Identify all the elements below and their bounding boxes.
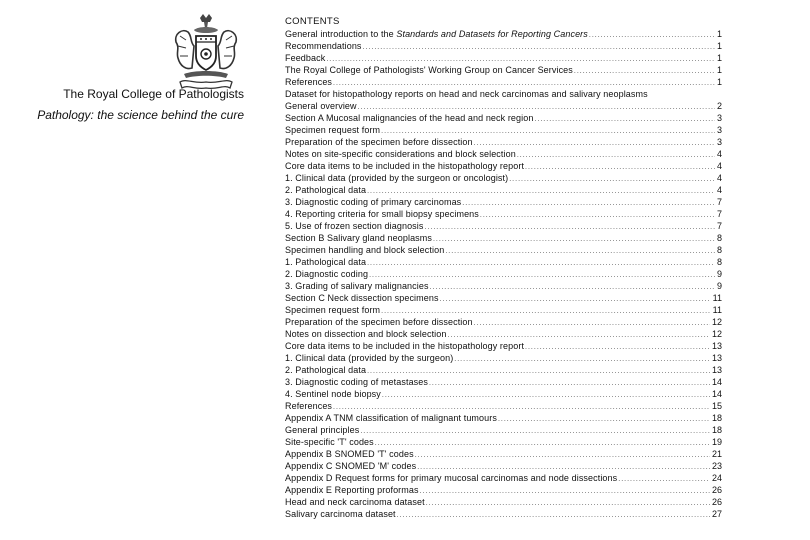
dot-leader <box>474 318 710 330</box>
toc-entry <box>285 424 722 436</box>
toc-page-number: 18 <box>711 413 722 423</box>
toc-entry <box>285 256 722 268</box>
toc-page-number: 8 <box>716 245 722 255</box>
toc-entry <box>285 508 722 520</box>
toc-entry-text: 2. Pathological data <box>285 185 367 195</box>
toc-page-number: 11 <box>712 305 722 315</box>
toc-entry <box>285 28 722 40</box>
toc-entry <box>285 280 722 292</box>
toc-entry-text: 1. Clinical data (provided by the surgeon) <box>285 353 454 363</box>
toc-entry <box>285 484 722 496</box>
toc-entry <box>285 304 722 316</box>
college-crest-icon <box>170 12 242 94</box>
dot-leader <box>430 282 715 294</box>
toc-entry <box>285 112 722 124</box>
dot-leader <box>375 438 710 450</box>
dot-leader <box>462 198 715 210</box>
toc-page-number: 13 <box>711 365 722 375</box>
toc-entry-title <box>285 184 367 196</box>
toc-page-number: 1 <box>716 29 722 39</box>
toc-entry-text: 2. Diagnostic coding <box>285 269 369 279</box>
toc-entry-title <box>285 448 415 460</box>
toc-entry-text: Notes on dissection and block selection <box>285 329 447 339</box>
toc-page-number: 1 <box>716 77 722 87</box>
toc-entry-text: References <box>285 77 333 87</box>
toc-page-number: 26 <box>711 497 722 507</box>
toc-entry-text: Appendix C SNOMED 'M' codes <box>285 461 417 471</box>
toc-entry-text: Section C Neck dissection specimens <box>285 293 439 303</box>
toc-entry-text: Salivary carcinoma dataset <box>285 509 396 519</box>
toc-page-number: 26 <box>711 485 722 495</box>
toc-entry-text: Feedback <box>285 53 326 63</box>
toc-entry-title <box>285 352 454 364</box>
dot-leader <box>618 474 710 486</box>
toc-entry-text: General introduction to the <box>285 29 397 39</box>
dot-leader <box>420 486 710 498</box>
toc-entry-text: Appendix A TNM classification of malignant tumours <box>285 413 497 423</box>
toc-entry-title <box>285 40 363 52</box>
toc-entry-title <box>285 76 333 88</box>
toc-entry <box>285 436 722 448</box>
toc-entry <box>285 268 722 280</box>
toc-entry-title <box>285 208 480 220</box>
org-name: The Royal College of Pathologists <box>63 87 244 101</box>
toc-entry-text: Section B Salivary gland neoplasms <box>285 233 432 243</box>
dot-leader <box>517 150 715 162</box>
dot-leader <box>445 246 715 258</box>
toc-entry <box>285 136 722 148</box>
toc-page-number: 2 <box>716 101 722 111</box>
toc-entry-title <box>285 124 381 136</box>
toc-page-number: 8 <box>716 233 722 243</box>
dot-leader <box>382 390 710 402</box>
toc-entry-text: Site-specific 'T' codes <box>285 437 374 447</box>
toc-page-number: 13 <box>711 341 722 351</box>
toc-entry <box>285 340 722 352</box>
toc-entry-text: 5. Use of frozen section diagnosis <box>285 221 424 231</box>
toc-entry-text: 1. Pathological data <box>285 257 367 267</box>
toc-entry-text: General overview <box>285 101 357 111</box>
toc-page-number: 3 <box>716 137 722 147</box>
toc-entry <box>285 400 722 412</box>
toc-entry-text: The Royal College of Pathologists' Working Group on Cancer Services <box>285 65 573 75</box>
toc-list <box>285 28 722 520</box>
contents-heading: CONTENTS <box>285 16 340 27</box>
toc-entry-text: Appendix D Request forms for primary mucosal carcinomas and node dissections <box>285 473 618 483</box>
toc-entry-text: Appendix E Reporting proformas <box>285 485 419 495</box>
toc-entry-title <box>285 28 589 40</box>
dot-leader <box>480 210 715 222</box>
toc-entry <box>285 364 722 376</box>
toc-entry-title <box>285 244 445 256</box>
toc-page-number: 4 <box>716 185 722 195</box>
dot-leader <box>534 114 715 126</box>
toc-entry-title <box>285 52 326 64</box>
dot-leader <box>360 426 710 438</box>
toc-page-number: 7 <box>716 209 722 219</box>
toc-page-number: 14 <box>711 389 722 399</box>
toc-page-number: 1 <box>716 41 722 51</box>
toc-page-number: 18 <box>711 425 722 435</box>
toc-page-number: 1 <box>716 65 722 75</box>
dot-leader <box>509 174 715 186</box>
dot-leader <box>574 66 715 78</box>
toc-entry-title <box>285 304 381 316</box>
toc-entry-text: Specimen request form <box>285 125 381 135</box>
toc-entry <box>285 460 722 472</box>
dot-leader <box>363 42 715 54</box>
toc-entry-text: 4. Sentinel node biopsy <box>285 389 381 399</box>
toc-entry <box>285 328 722 340</box>
toc-entry-title <box>285 316 474 328</box>
toc-entry-text: Recommendations <box>285 41 362 51</box>
dot-leader <box>415 450 710 462</box>
toc-page-number: 7 <box>716 197 722 207</box>
toc-entry-text: Core data items to be included in the histopathology report <box>285 161 525 171</box>
table-of-contents <box>285 16 722 520</box>
dot-leader <box>589 30 715 42</box>
toc-entry <box>285 412 722 424</box>
toc-entry-title <box>285 232 433 244</box>
toc-entry-text: Preparation of the specimen before dissection <box>285 137 473 147</box>
toc-entry <box>285 220 722 232</box>
toc-page-number: 4 <box>716 161 722 171</box>
toc-entry-title <box>285 364 367 376</box>
toc-entry <box>285 352 722 364</box>
toc-entry-text: Specimen request form <box>285 305 381 315</box>
toc-entry-title <box>285 328 448 340</box>
toc-page-number: 12 <box>711 329 722 339</box>
dot-leader <box>367 258 715 270</box>
toc-entry <box>285 124 722 136</box>
toc-entry <box>285 316 722 328</box>
toc-page-number: 12 <box>711 317 722 327</box>
toc-entry-emphasis: Standards and Datasets for Reporting Cancers <box>396 29 588 39</box>
tagline: Pathology: the science behind the cure <box>37 108 244 122</box>
toc-entry-text: Specimen handling and block selection <box>285 245 445 255</box>
toc-entry-title <box>285 136 474 148</box>
dot-leader <box>454 354 710 366</box>
toc-page-number: 4 <box>716 149 722 159</box>
toc-entry <box>285 40 722 52</box>
toc-page-number: 13 <box>711 353 722 363</box>
dot-leader <box>424 222 715 234</box>
toc-page-number: 21 <box>711 449 722 459</box>
toc-entry <box>285 184 722 196</box>
toc-entry-title <box>285 112 534 124</box>
toc-page-number: 27 <box>711 509 722 519</box>
toc-entry-title <box>285 376 429 388</box>
toc-entry-text: Dataset for histopathology reports on head and neck carcinomas and salivary neoplasms <box>285 89 648 99</box>
toc-entry <box>285 64 722 76</box>
toc-entry-title <box>285 172 509 184</box>
toc-page-number: 11 <box>712 293 722 303</box>
toc-entry-text: 3. Grading of salivary malignancies <box>285 281 429 291</box>
toc-page-number: 7 <box>716 221 722 231</box>
toc-entry-title <box>285 412 498 424</box>
toc-entry-title <box>285 340 525 352</box>
toc-entry-title <box>285 292 440 304</box>
toc-entry-text: General principles <box>285 425 360 435</box>
toc-entry-text: Appendix B SNOMED 'T' codes <box>285 449 414 459</box>
dot-leader <box>440 294 711 306</box>
toc-entry-text: Preparation of the specimen before dissection <box>285 317 473 327</box>
toc-entry-title <box>285 100 358 112</box>
toc-entry-title <box>285 148 517 160</box>
toc-page-number: 3 <box>716 113 722 123</box>
toc-entry-text: 2. Pathological data <box>285 365 367 375</box>
toc-entry <box>285 448 722 460</box>
toc-entry-text: Notes on site-specific considerations and block selection <box>285 149 516 159</box>
toc-page-number: 3 <box>716 125 722 135</box>
dot-leader <box>498 414 710 426</box>
toc-entry-title <box>285 508 397 520</box>
dot-leader <box>397 510 710 522</box>
toc-entry <box>285 388 722 400</box>
toc-entry-title <box>285 388 382 400</box>
dot-leader <box>426 498 710 510</box>
toc-entry-title <box>285 484 420 496</box>
toc-entry-title <box>285 64 574 76</box>
toc-entry-title <box>285 496 426 508</box>
toc-entry <box>285 376 722 388</box>
toc-entry <box>285 292 722 304</box>
toc-page-number: 9 <box>716 281 722 291</box>
toc-entry-title <box>285 220 424 232</box>
toc-entry-text: Core data items to be included in the histopathology report <box>285 341 525 351</box>
toc-entry <box>285 244 722 256</box>
toc-entry-text: 1. Clinical data (provided by the surgeon or oncologist) <box>285 173 509 183</box>
toc-entry <box>285 208 722 220</box>
toc-entry-title <box>285 424 360 436</box>
toc-entry <box>285 496 722 508</box>
toc-entry-title <box>285 400 333 412</box>
toc-page-number: 14 <box>711 377 722 387</box>
dot-leader <box>525 342 710 354</box>
toc-entry-text: 4. Reporting criteria for small biopsy specimens <box>285 209 479 219</box>
dot-leader <box>429 378 710 390</box>
toc-entry-title <box>285 280 430 292</box>
toc-entry-title <box>285 196 462 208</box>
toc-page-number: 1 <box>716 53 722 63</box>
toc-entry-title <box>285 88 649 100</box>
toc-page-number: 9 <box>716 269 722 279</box>
toc-entry-text: References <box>285 401 333 411</box>
toc-entry <box>285 172 722 184</box>
toc-entry <box>285 76 722 88</box>
toc-entry <box>285 196 722 208</box>
toc-page-number: 24 <box>711 473 722 483</box>
toc-entry <box>285 100 722 112</box>
toc-entry-title <box>285 472 618 484</box>
toc-entry-text: 3. Diagnostic coding of metastases <box>285 377 428 387</box>
toc-entry <box>285 160 722 172</box>
dot-leader <box>525 162 715 174</box>
toc-entry <box>285 472 722 484</box>
toc-entry-title <box>285 436 375 448</box>
toc-entry <box>285 52 722 64</box>
toc-entry-title <box>285 460 417 472</box>
dot-leader <box>433 234 715 246</box>
left-panel <box>0 0 280 540</box>
toc-page-number: 15 <box>711 401 722 411</box>
toc-entry-title <box>285 256 367 268</box>
toc-entry-text: Section A Mucosal malignancies of the head and neck region <box>285 113 534 123</box>
toc-page-number: 4 <box>716 173 722 183</box>
toc-page-number: 23 <box>711 461 722 471</box>
toc-entry-title <box>285 268 369 280</box>
toc-entry <box>285 232 722 244</box>
toc-entry <box>285 148 722 160</box>
toc-entry-text: 3. Diagnostic coding of primary carcinomas <box>285 197 462 207</box>
toc-entry-text: Head and neck carcinoma dataset <box>285 497 425 507</box>
toc-page-number: 8 <box>716 257 722 267</box>
toc-entry-title <box>285 160 525 172</box>
toc-page-number: 19 <box>711 437 722 447</box>
